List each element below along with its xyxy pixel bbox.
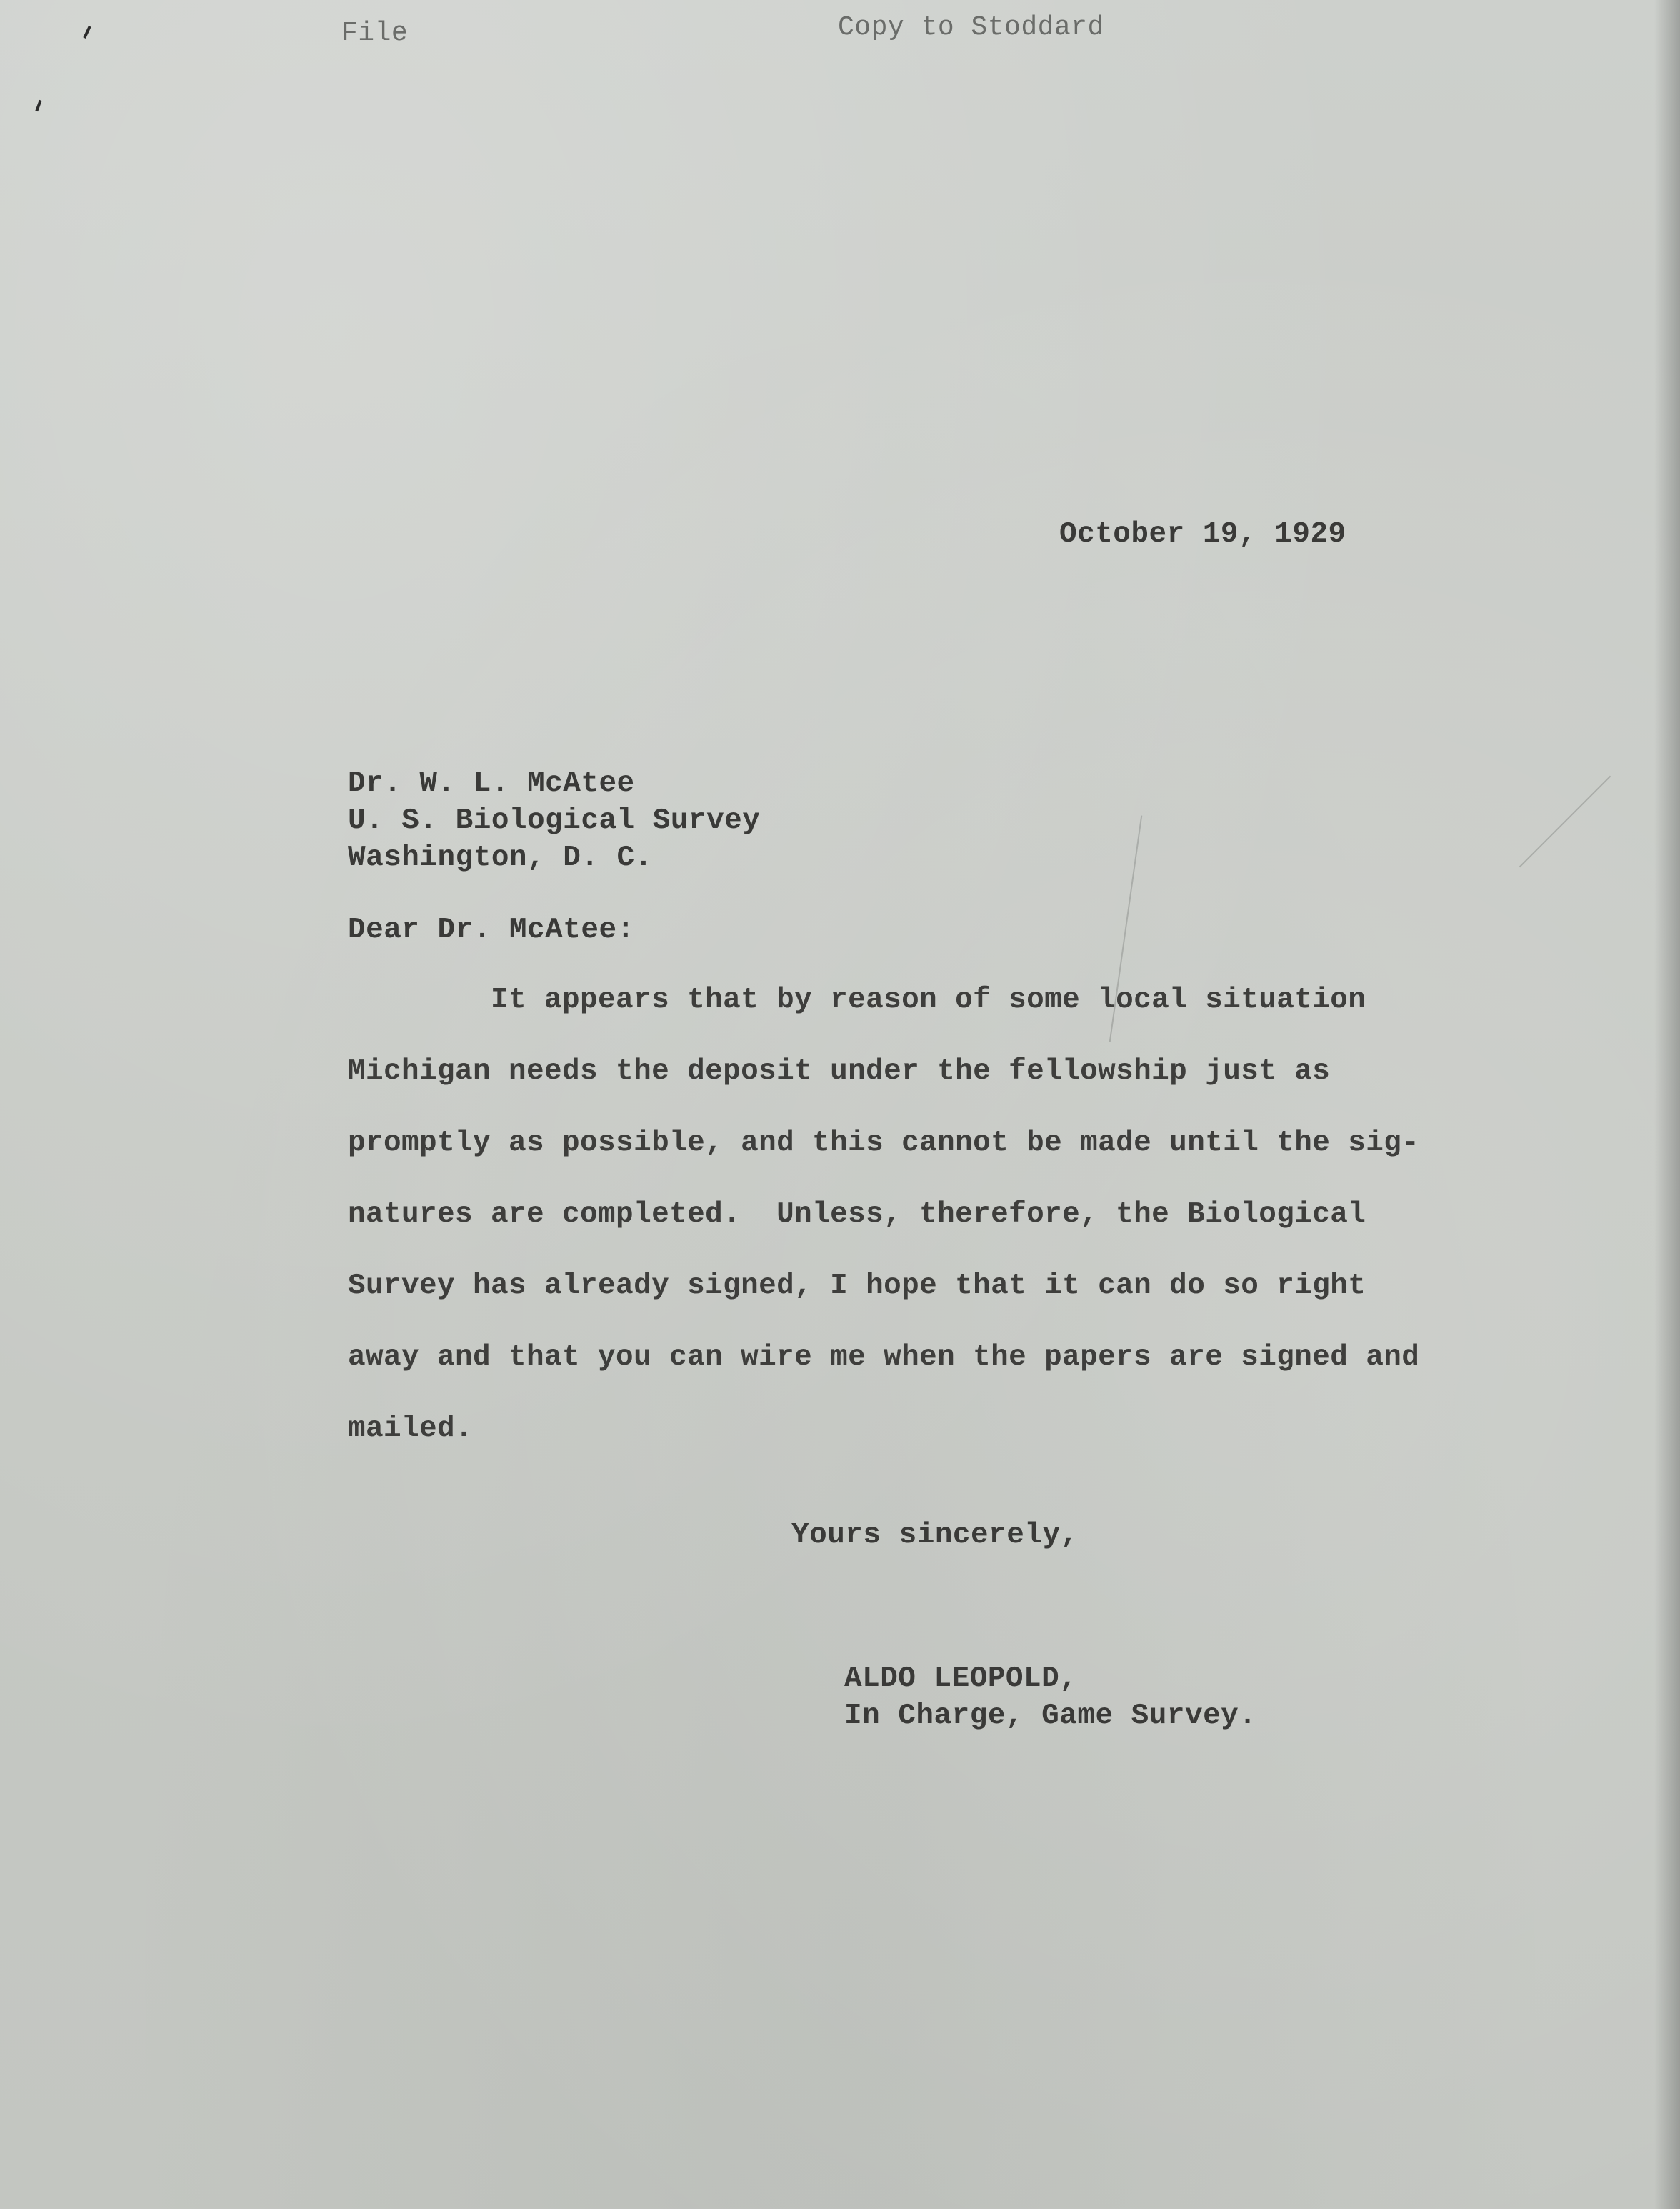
- recipient-name: Dr. W. L. McAtee: [348, 767, 635, 800]
- body-line: Survey has already signed, I hope that it can do so right: [348, 1270, 1366, 1302]
- margin-tick-mark: [35, 100, 41, 111]
- closing: Yours sincerely,: [791, 1519, 1079, 1552]
- margin-tick-mark: [83, 26, 91, 39]
- file-label: File: [341, 18, 409, 49]
- body-line: mailed.: [348, 1412, 474, 1445]
- salutation: Dear Dr. McAtee:: [348, 914, 635, 947]
- signature-title: In Charge, Game Survey.: [844, 1700, 1257, 1732]
- page-edge-shadow: [1654, 0, 1680, 2209]
- paper-crease: [1519, 776, 1611, 868]
- body-line: Michigan needs the deposit under the fellowship just as: [348, 1055, 1331, 1088]
- recipient-organization: U. S. Biological Survey: [348, 804, 761, 837]
- copy-note: Copy to Stoddard: [838, 12, 1104, 43]
- body-line: promptly as possible, and this cannot be made until the sig-: [348, 1127, 1420, 1160]
- body-line: away and that you can wire me when the papers are signed and: [348, 1341, 1420, 1374]
- letter-date: October 19, 1929: [1059, 518, 1346, 551]
- recipient-location: Washington, D. C.: [348, 842, 653, 874]
- signature-name: ALDO LEOPOLD,: [844, 1662, 1078, 1695]
- body-line: It appears that by reason of some local situation: [348, 984, 1366, 1017]
- body-line: natures are completed. Unless, therefore, the Biological: [348, 1198, 1366, 1231]
